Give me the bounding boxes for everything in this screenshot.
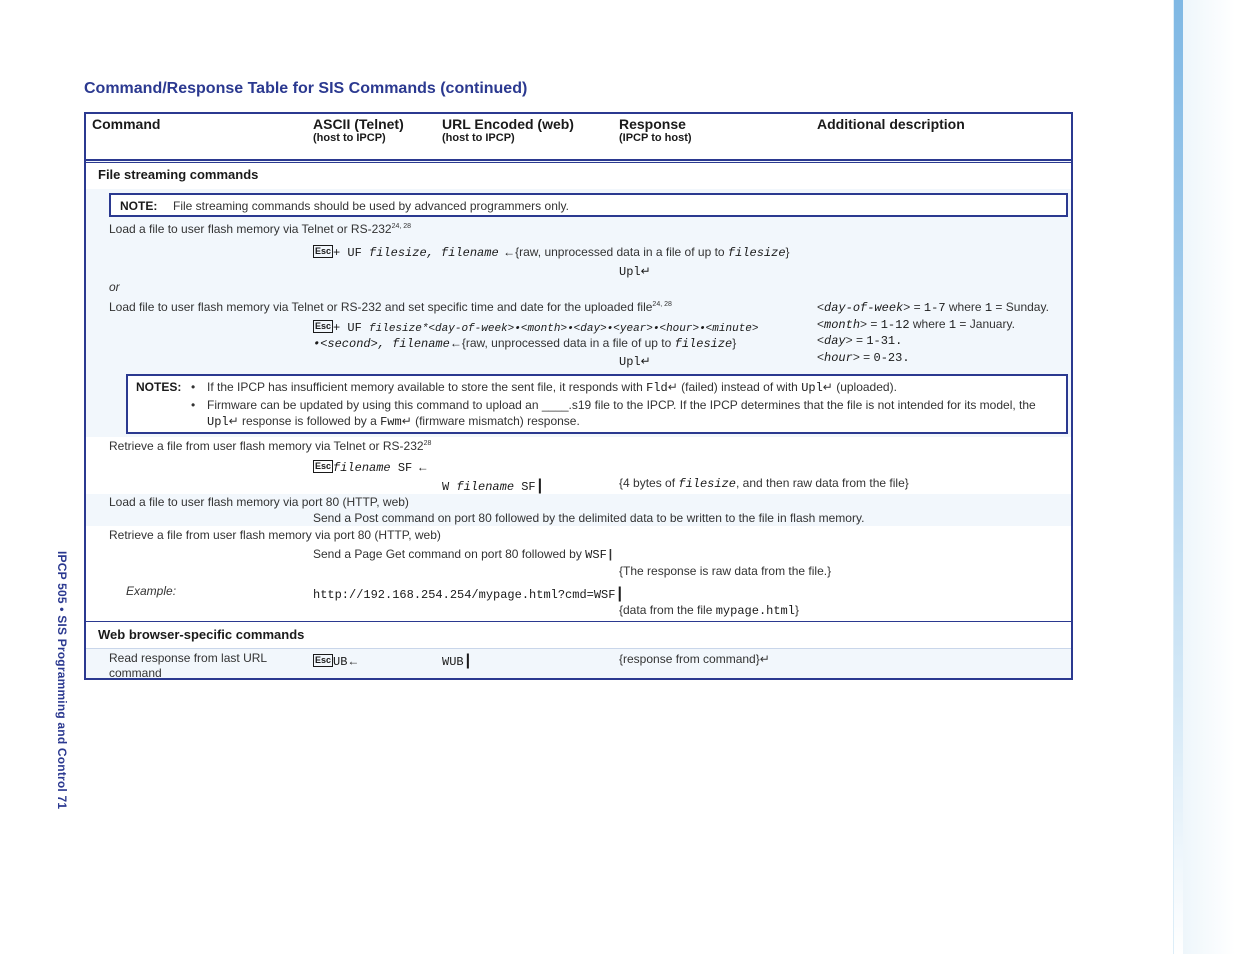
return-arrow-icon: ↵: [401, 414, 412, 428]
return-arrow-icon: ↵: [228, 414, 239, 428]
url-command: WUB |: [442, 652, 471, 669]
table-header: [86, 114, 1071, 161]
page-footer-label: IPCP 505 • SIS Programming and Control 71: [55, 551, 69, 810]
example-response: {data from the file mypage.html}: [619, 603, 799, 618]
return-arrow-icon: ↵: [759, 652, 770, 666]
esc-key-icon: Esc: [315, 461, 332, 472]
row-divider: [86, 648, 1071, 649]
bullet: •: [191, 380, 196, 394]
notes-box: [126, 374, 1068, 434]
notes-item-2-cont: Upl↵ response is followed by a Fwm↵ (firmware mismatch) response.: [207, 414, 580, 429]
url-command: W filename SF |: [442, 477, 543, 494]
row-description: Load a file to user flash memory via port 80 (HTTP, web): [109, 495, 409, 509]
section-title-web-browser: Web browser-specific commands: [98, 627, 305, 642]
response-text: {4 bytes of filesize, and then raw data from the file}: [619, 476, 909, 491]
response-text: Upl↵: [619, 354, 651, 369]
ascii-command-cont: •<second>, filename←{raw, unprocessed data in a file of up to filesize}: [313, 336, 737, 351]
right-edge-strip: [1174, 0, 1183, 954]
note-text: File streaming commands should be used by advanced programmers only.: [173, 199, 569, 213]
response-text: Upl↵: [619, 264, 651, 279]
response-text: {The response is raw data from the file.}: [619, 564, 832, 578]
ascii-command: Esc + UF filesize*<day-of-week>•<month>•<day>•<year>•<hour>•<minute>: [315, 321, 759, 335]
row-detail: Send a Page Get command on port 80 followed by WSF |: [313, 547, 613, 562]
header-additional: Additional description: [817, 116, 965, 132]
esc-key-icon: Esc: [315, 655, 332, 666]
page-title: Command/Response Table for SIS Commands (continued): [84, 80, 528, 97]
command-table: [84, 112, 1073, 680]
row-description: Read response from last URL command: [109, 651, 268, 680]
return-arrow-icon: ↵: [667, 380, 678, 394]
ascii-command: Esc filename SF ←: [315, 460, 429, 475]
return-arrow-icon: ↵: [640, 354, 651, 368]
enter-arrow-icon: ←: [449, 336, 462, 350]
enter-arrow-icon: ←: [416, 460, 429, 474]
notes-label: NOTES:: [136, 380, 182, 394]
return-arrow-icon: ↵: [822, 380, 833, 394]
pipe-delimiter-icon: |: [617, 585, 622, 602]
example-label: Example:: [126, 584, 177, 598]
enter-arrow-icon: ←: [347, 654, 360, 668]
row-description: Load a file to user flash memory via Telnet or RS-232$^{24, 28}$: [109, 222, 412, 236]
row-detail: Send a Post command on port 80 followed by the delimited data to be written to the file in flash memory.: [313, 511, 865, 525]
pipe-delimiter-icon: |: [537, 477, 543, 494]
return-arrow-icon: ↵: [640, 264, 651, 278]
note-label: NOTE:: [120, 199, 158, 213]
header-url: URL Encoded (web) (host to IPCP): [442, 116, 574, 144]
example-url: http://192.168.254.254/mypage.html?cmd=WSF |: [313, 585, 622, 602]
additional-description: <day-of-week> = 1-7 where 1 = Sunday. <month> = 1-12 where 1 = January. <day> = 1-31. <hour> = 0-23.: [817, 300, 1049, 365]
or-label: or: [109, 280, 120, 294]
header-command: Command: [92, 116, 161, 132]
ascii-command: Esc + UF filesize, filename ←{raw, unprocessed data in a file of up to filesize}: [315, 245, 790, 260]
pipe-delimiter-icon: |: [465, 652, 471, 669]
notes-item-2: Firmware can be updated by using this command to upload an ____.s19 file to the IPCP. If the IPCP determines that the file is not intended for its model, the: [207, 398, 1036, 412]
section-title-file-streaming: File streaming commands: [98, 167, 259, 182]
ascii-command: Esc UB←: [315, 654, 360, 669]
header-ascii: ASCII (Telnet) (host to IPCP): [313, 116, 404, 144]
row-description: Load file to user flash memory via Telnet or RS-232 and set specific time and date for the uploaded file$^{24, 28}$: [109, 300, 672, 314]
header-response: Response (IPCP to host): [619, 116, 692, 144]
response-text: {response from command}↵: [619, 652, 770, 666]
pipe-delimiter-icon: |: [608, 547, 613, 561]
row-description: Retrieve a file from user flash memory via port 80 (HTTP, web): [109, 528, 441, 542]
esc-key-icon: Esc: [315, 246, 332, 257]
esc-key-icon: Esc: [315, 321, 332, 332]
bullet: •: [191, 398, 196, 412]
row-description: Retrieve a file from user flash memory via Telnet or $RS-232^{28}$: [109, 439, 432, 453]
note-box: [109, 193, 1068, 217]
enter-arrow-icon: ←: [503, 245, 516, 259]
notes-item-1: If the IPCP has insufficient memory available to store the sent file, it responds with Fld↵ (failed) instead of with Upl↵ (uploaded).: [207, 380, 897, 395]
